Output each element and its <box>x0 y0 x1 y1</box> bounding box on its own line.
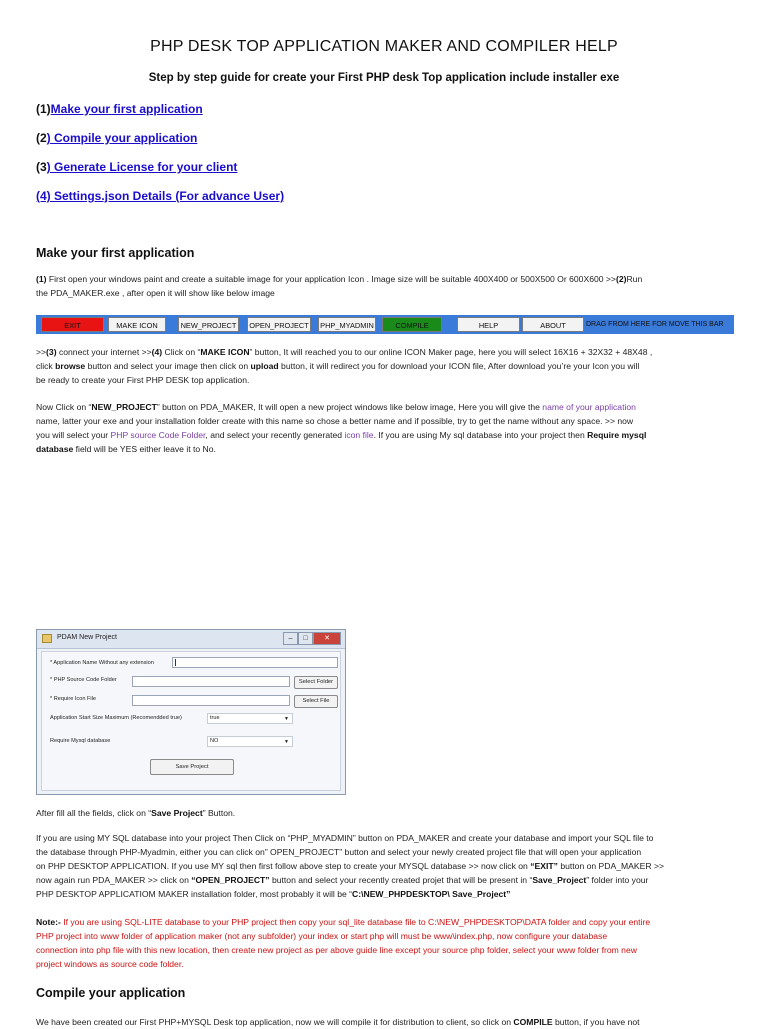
paragraph-compile <box>36 1015 736 1029</box>
new-project-window-screenshot <box>36 629 346 795</box>
text: After fill all the fields, click on “ <box>36 808 152 818</box>
toolbar-new-project-button[interactable]: NEW_PROJECT <box>178 317 239 332</box>
text: ” Button. <box>202 808 236 818</box>
note-label: Note:- <box>36 917 61 927</box>
text: , and select your recently generated <box>205 430 345 440</box>
text: >> <box>36 347 47 357</box>
bold-term: NEW_PROJECT <box>91 402 157 412</box>
text: connection into php file with this new location, then create new project as per above guide line except your source php folder, select your www folder from new <box>36 945 637 955</box>
note-sqlite <box>36 915 736 971</box>
toolbar-php-myadmin-button[interactable]: PHP_MYADMIN <box>318 317 376 332</box>
mysql-value: NO <box>210 738 219 744</box>
save-project-button[interactable]: Save Project <box>150 759 234 775</box>
toc-link-settings[interactable]: (4) Settings.json Details (For advance User) <box>36 189 285 203</box>
text: the PDA_MAKER.exe , after open it will show like below image <box>36 288 275 298</box>
maximize-icon[interactable]: □ <box>298 632 313 645</box>
text: name, latter your exe and your installation folder create with this name so chose a better name and if possible, try to get the name without any space. >> now <box>36 416 634 426</box>
text: Now Click on “ <box>36 402 92 412</box>
source-folder-input[interactable] <box>132 676 290 687</box>
paragraph-save-project <box>36 806 736 820</box>
bold-term: C:\NEW_PHPDESKTOP\ Save_Project” <box>352 889 511 899</box>
bold-term: browse <box>55 361 86 371</box>
text: If you are using MY SQL database into your project Then Click on “PHP_MYADMIN” button on PDA_MAKER and create your database and import your SQL file to <box>36 833 654 843</box>
toolbar-make-icon-button[interactable]: MAKE ICON <box>108 317 166 332</box>
step-number: (3) <box>46 347 57 357</box>
close-icon[interactable]: ✕ <box>313 632 341 645</box>
toc-link-license[interactable]: ) Generate License for your client <box>46 160 238 174</box>
toolbar-open-project-button[interactable]: OPEN_PROJECT <box>247 317 311 332</box>
paragraph-mysql-instructions <box>36 831 736 901</box>
mysql-label: Require Mysql database <box>50 738 111 744</box>
text: button and select your image then click on <box>85 361 251 371</box>
window-title: PDAM New Project <box>57 634 117 641</box>
section-heading-make-first-app: Make your first application <box>36 246 195 260</box>
toc-item-4 <box>36 189 284 203</box>
text: project windows as source code folder. <box>36 959 184 969</box>
start-size-value: true <box>210 715 220 721</box>
toc-link-compile[interactable]: ) Compile your application <box>46 131 198 145</box>
text: . If you are using My sql database into your project then <box>373 430 588 440</box>
text: button, it will redirect you for download your ICON file, After download you’re your Icon you will <box>278 361 640 371</box>
toc-link-make-first-app[interactable]: Make your first application <box>50 102 203 116</box>
text: the database through PHP-Myadmin, either you can click on” OPEN_PROJECT” button and select your newly created project file that will open your application <box>36 847 642 857</box>
toolbar-exit-button[interactable]: EXIT <box>41 317 104 332</box>
app-name-label: * Application Name Without any extension <box>50 660 154 666</box>
paragraph-step-3-4 <box>36 345 736 387</box>
text: Click on “ <box>162 347 201 357</box>
bold-term: Save Project <box>151 808 203 818</box>
text: button on PDA_MAKER >> <box>557 861 664 871</box>
toc-item-3 <box>36 160 237 174</box>
step-number: (2) <box>615 274 627 284</box>
toolbar-about-button[interactable]: ABOUT <box>522 317 584 332</box>
text: button, if you have not <box>552 1017 640 1027</box>
highlight-term: name of your application <box>542 402 636 412</box>
text: Run <box>626 274 643 284</box>
start-size-label: Application Start Size Maximum (Recomendded true) <box>50 715 182 721</box>
minimize-icon[interactable]: – <box>283 632 298 645</box>
paragraph-new-project <box>36 400 736 456</box>
text: ” button on PDA_MAKER, It will open a new project windows like below image, Here you will give the <box>156 402 543 412</box>
text: If you are using SQL-LITE database to your PHP project then copy your sql_lite database file to C:\NEW_PHPDESKTOP\DATA folder and copy your entire <box>60 917 651 927</box>
highlight-term: PHP source Code Folder <box>110 430 206 440</box>
text: be ready to create your First PHP DESK top application. <box>36 375 250 385</box>
document-title: PHP DESK TOP APPLICATION MAKER AND COMPILER HELP <box>150 38 618 55</box>
text: PHP DESKTOP APPLICATIOM MAKER installation folder, most probably it will be “ <box>36 889 353 899</box>
text: We have been created our First PHP+MYSQL Desk top application, now we will compile it for distribution to client, so click on <box>36 1017 514 1027</box>
toc-prefix: (3 <box>36 160 47 174</box>
pda-maker-toolbar <box>36 315 734 334</box>
text: First open your windows paint and create a suitable image for your application Icon . Image size will be suitable 400X400 or 500X500 Or 600X600 >> <box>46 274 616 284</box>
bold-term: “OPEN_PROJECT” <box>191 875 270 885</box>
text: now again run PDA_MAKER >> click on <box>36 875 192 885</box>
toc-prefix: (2 <box>36 131 47 145</box>
text: you will select your <box>36 430 111 440</box>
icon-file-input[interactable] <box>132 695 290 706</box>
text: PHP project into www folder of application maker (not any subfolder) your index or start php will must be www\index.php, now configure your database <box>36 931 608 941</box>
toc-prefix: (1) <box>36 102 51 116</box>
chevron-down-icon: ▼ <box>284 739 289 745</box>
bold-term: upload <box>250 361 279 371</box>
start-size-select[interactable] <box>207 713 293 724</box>
window-titlebar <box>37 630 345 649</box>
toolbar-drag-handle[interactable]: DRAG FROM HERE FOR MOVE THIS BAR <box>586 321 724 328</box>
bold-term: MAKE ICON <box>200 347 250 357</box>
highlight-term: icon file <box>344 430 374 440</box>
select-folder-button[interactable]: Select Folder <box>294 676 338 689</box>
folder-icon <box>42 634 52 643</box>
toolbar-compile-button[interactable]: COMPILE <box>382 317 442 332</box>
mysql-select[interactable] <box>207 736 293 747</box>
paragraph-step-1 <box>36 272 736 300</box>
toolbar-help-button[interactable]: HELP <box>457 317 520 332</box>
text: button and select your recently created projet that will be present in “ <box>269 875 533 885</box>
bold-term: COMPILE <box>513 1017 553 1027</box>
text: on PHP DESKTOP APPLICATION. If you use MY sql then first follow above step to create your MYSQL database >> now click on <box>36 861 531 871</box>
icon-file-label: * Require Icon File <box>50 696 97 702</box>
bold-term: “EXIT” <box>530 861 558 871</box>
bold-term: Save_Project <box>532 875 587 885</box>
text: field will be YES either leave it to No. <box>73 444 216 454</box>
text: ” folder into your <box>586 875 649 885</box>
text: ” button, It will reached you to our online ICON Maker page, here you will select 16X16 + 32X32 + 48X48 , <box>249 347 653 357</box>
select-file-button[interactable]: Select File <box>294 695 338 708</box>
step-number: (4) <box>151 347 163 357</box>
bold-term: Require mysql <box>587 430 647 440</box>
section-heading-compile: Compile your application <box>36 986 186 1000</box>
toc-item-2 <box>36 131 197 145</box>
chevron-down-icon: ▼ <box>284 716 289 722</box>
toc-item-1 <box>36 102 203 116</box>
source-folder-label: * PHP Source Code Folder <box>50 677 117 683</box>
document-subtitle: Step by step guide for create your First PHP desk Top application include installer exe <box>148 72 620 84</box>
step-number: (1) <box>36 274 47 284</box>
text: click <box>36 361 56 371</box>
app-name-input[interactable] <box>172 657 338 668</box>
text: connect your internet >> <box>56 347 152 357</box>
window-body <box>41 651 341 791</box>
bold-term: database <box>36 444 74 454</box>
